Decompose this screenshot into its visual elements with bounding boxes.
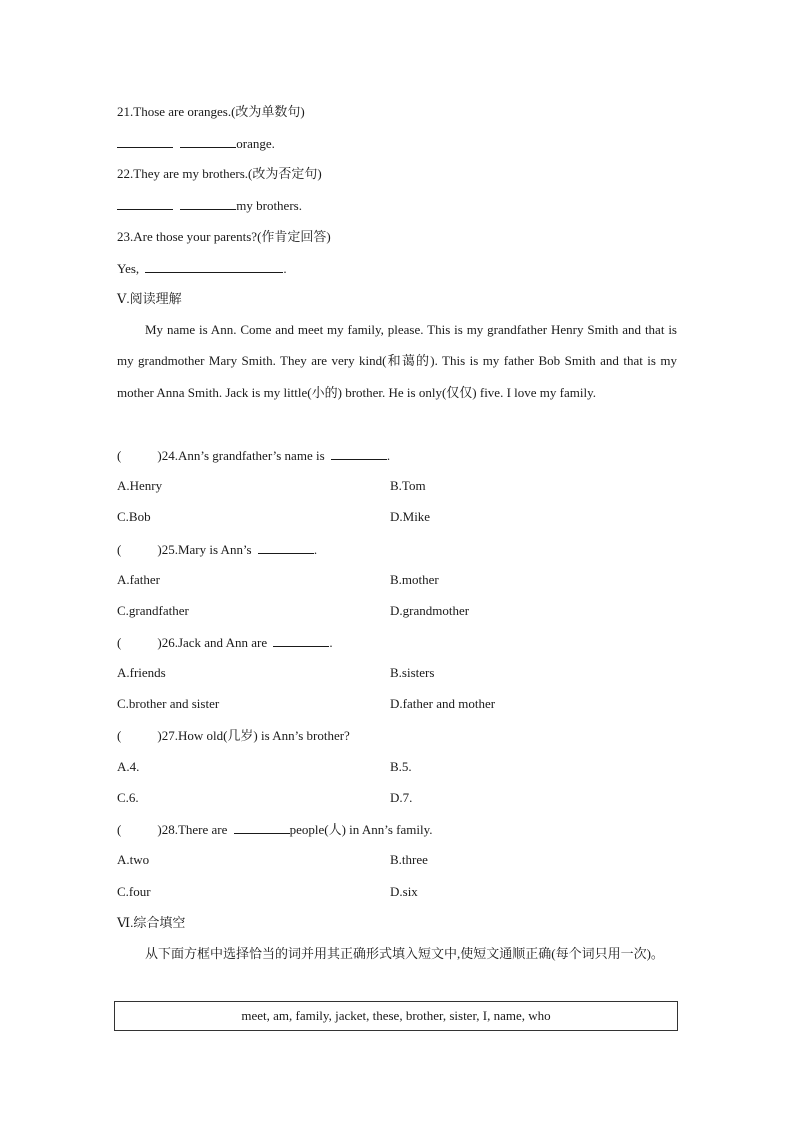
answer-blank[interactable]	[180, 135, 236, 148]
reading-passage: My name is Ann. Come and meet my family, please. This is my grandfather Henry Smith and that is my grandmother Mary Smith. They are very kind(和蔼的). This is my father Bob Smith and that is my mother Anna Smith. Jack is my little(小的) brother. He is only(仅仅) five. I love my family.	[117, 322, 677, 400]
option-a[interactable]: A.two	[117, 852, 150, 867]
option-b[interactable]: B.mother	[390, 572, 439, 587]
question-27-stem: ( )27.How old(几岁) is Ann’s brother?	[117, 728, 350, 743]
answer-blank[interactable]	[117, 197, 173, 210]
option-d[interactable]: D.Mike	[390, 509, 431, 524]
question-22-answer-line: my brothers.	[117, 197, 302, 214]
option-a[interactable]: A.father	[117, 572, 160, 587]
option-d[interactable]: D.six	[390, 884, 418, 899]
option-c[interactable]: C.6.	[117, 790, 139, 805]
word-bank-text: meet, am, family, jacket, these, brother, sister, I, name, who	[241, 1008, 551, 1023]
section-5-title: Ⅴ.阅读理解	[117, 291, 182, 306]
answer-blank[interactable]	[234, 821, 290, 834]
answer-blank[interactable]	[258, 541, 314, 554]
answer-blank[interactable]	[331, 447, 387, 460]
section-6-title: Ⅵ.综合填空	[117, 915, 186, 930]
option-b[interactable]: B.5.	[390, 759, 412, 774]
answer-blank[interactable]	[180, 197, 236, 210]
option-c[interactable]: C.grandfather	[117, 603, 189, 618]
answer-blank[interactable]	[273, 634, 329, 647]
question-23-prompt: 23.Are those your parents?(作肯定回答)	[117, 229, 331, 244]
option-a[interactable]: A.4.	[117, 759, 140, 774]
option-c[interactable]: C.Bob	[117, 509, 151, 524]
option-d[interactable]: D.grandmother	[390, 603, 470, 618]
option-c[interactable]: C.four	[117, 884, 151, 899]
word-bank-box	[114, 1001, 678, 1031]
question-26-stem: ( )26.Jack and Ann are .	[117, 635, 333, 650]
answer-blank[interactable]	[145, 260, 283, 273]
question-22-prompt: 22.They are my brothers.(改为否定句)	[117, 166, 322, 181]
option-d[interactable]: D.7.	[390, 790, 413, 805]
option-b[interactable]: B.Tom	[390, 478, 426, 493]
question-23-answer-line: Yes, .	[117, 261, 287, 276]
question-25-stem: ( )25.Mary is Ann’s .	[117, 542, 318, 557]
option-a[interactable]: A.Henry	[117, 478, 163, 493]
option-d[interactable]: D.father and mother	[390, 696, 496, 711]
question-24-stem: ( )24.Ann’s grandfather’s name is .	[117, 448, 391, 463]
option-c[interactable]: C.brother and sister	[117, 696, 220, 711]
option-b[interactable]: B.three	[390, 852, 428, 867]
section-6-instruction: 从下面方框中选择恰当的词并用其正确形式填入短文中,使短文通顺正确(每个词只用一次)。	[145, 946, 664, 961]
option-b[interactable]: B.sisters	[390, 665, 435, 680]
question-21-prompt: 21.Those are oranges.(改为单数句)	[117, 104, 305, 119]
question-21-answer-line: orange.	[117, 135, 275, 152]
question-28-stem: ( )28.There are people(人) in Ann’s family.	[117, 822, 433, 837]
answer-blank[interactable]	[117, 135, 173, 148]
option-a[interactable]: A.friends	[117, 665, 166, 680]
